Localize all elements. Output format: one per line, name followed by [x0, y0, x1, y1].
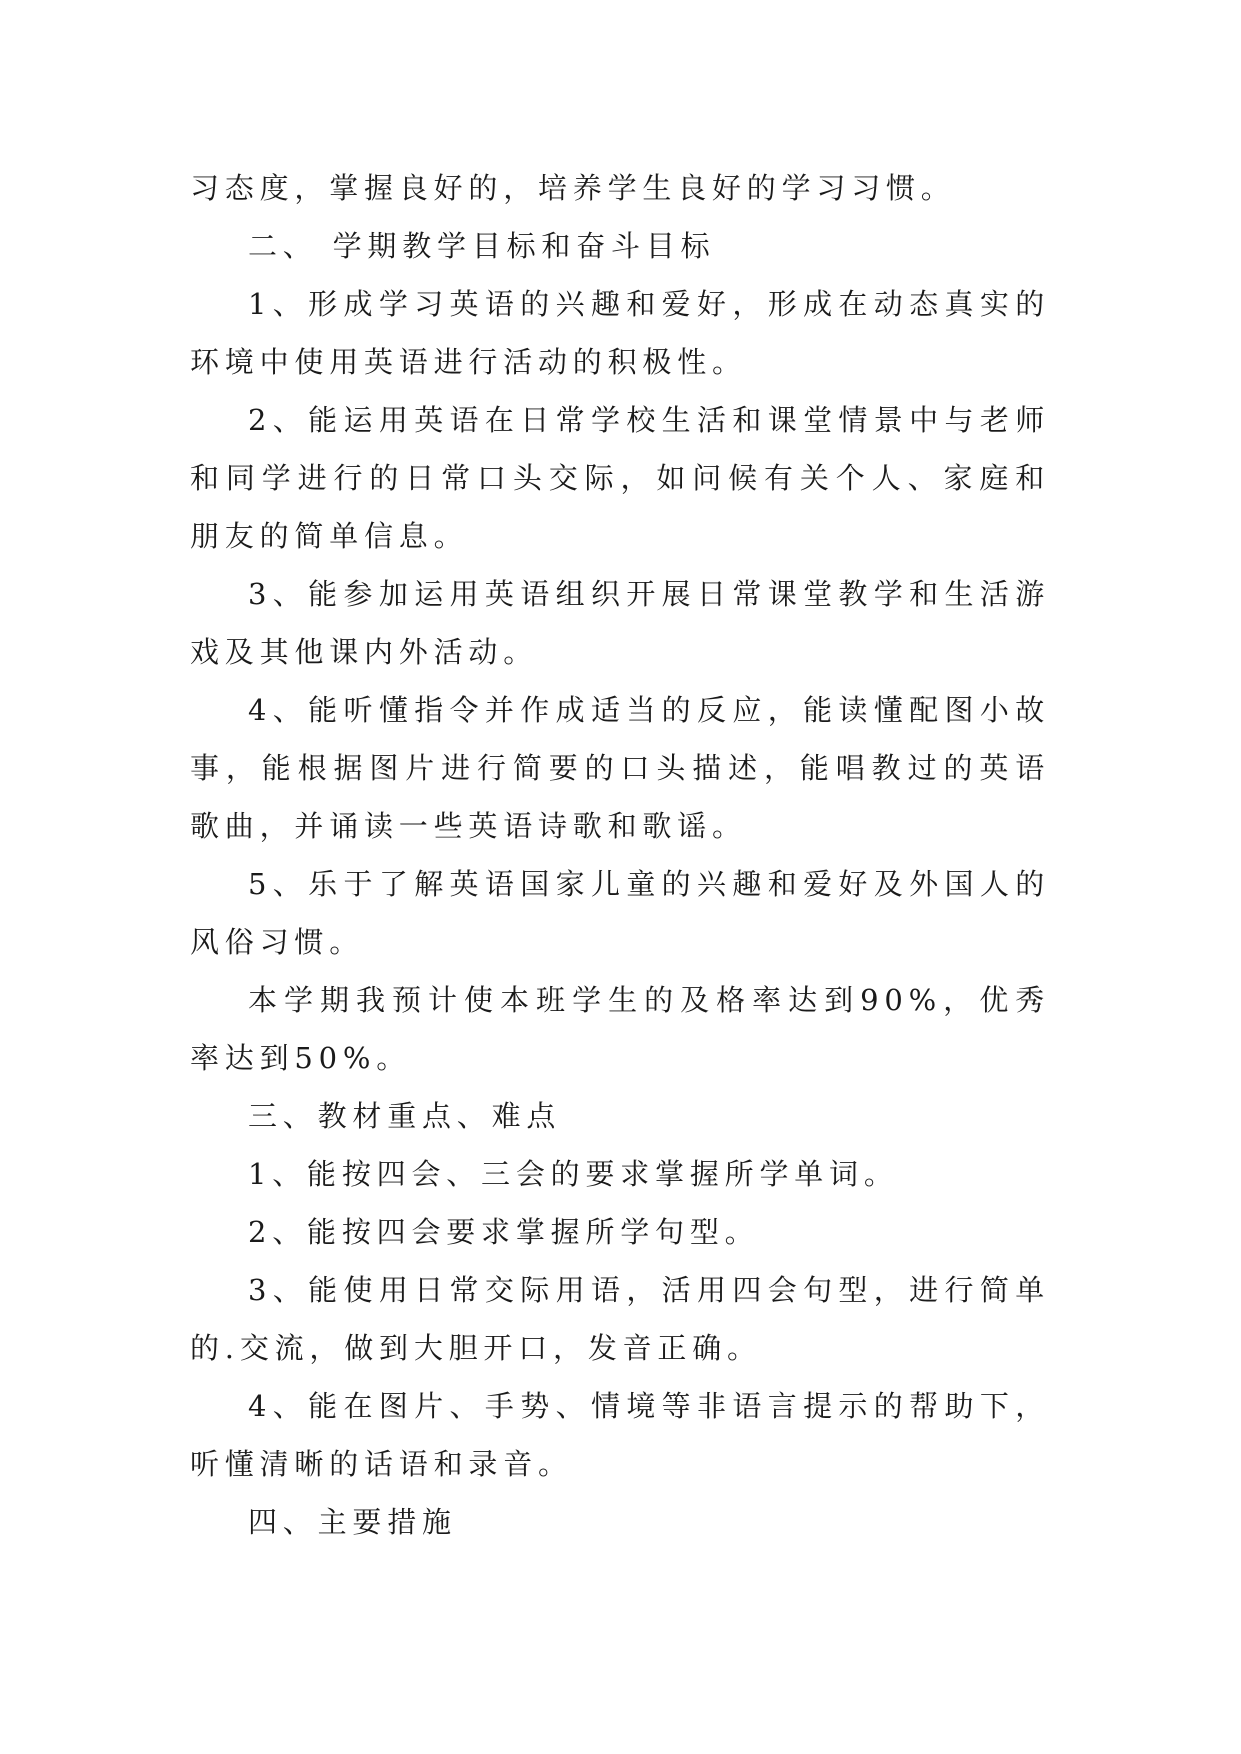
key-point-item-4: 4、能在图片、手势、情境等非语言提示的帮助下，听懂清晰的话语和录音。 — [190, 1389, 1050, 1481]
section-heading-goals: 二、 学期教学目标和奋斗目标 — [248, 229, 716, 263]
paragraph-continuation: 习态度，掌握良好的，培养学生良好的学习习惯。 — [190, 171, 956, 205]
goal-item-4: 4、能听懂指令并作成适当的反应，能读懂配图小故事，能根据图片进行简要的口头描述，能唱教过的英语歌曲，并诵读一些英语诗歌和歌谣。 — [190, 693, 1050, 843]
pass-rate-target: 本学期我预计使本班学生的及格率达到90%，优秀率达到50%。 — [190, 983, 1050, 1075]
goal-item-2: 2、能运用英语在日常学校生活和课堂情景中与老师和同学进行的日常口头交际，如问候有关个人、家庭和朋友的简单信息。 — [190, 403, 1050, 553]
key-point-item-2: 2、能按四会要求掌握所学句型。 — [248, 1215, 760, 1249]
goal-item-3: 3、能参加运用英语组织开展日常课堂教学和生活游戏及其他课内外活动。 — [190, 577, 1050, 669]
goal-item-5: 5、乐于了解英语国家儿童的兴趣和爱好及外国人的风俗习惯。 — [190, 867, 1050, 959]
key-point-item-3: 3、能使用日常交际用语，活用四会句型，进行简单的.交流，做到大胆开口，发音正确。 — [190, 1273, 1050, 1365]
document-body — [190, 159, 1050, 1551]
section-heading-measures: 四、主要措施 — [248, 1505, 457, 1539]
key-point-item-1: 1、能按四会、三会的要求掌握所学单词。 — [248, 1157, 899, 1191]
goal-item-1: 1、形成学习英语的兴趣和爱好，形成在动态真实的环境中使用英语进行活动的积极性。 — [190, 287, 1050, 379]
section-heading-key-points: 三、教材重点、难点 — [248, 1099, 562, 1133]
